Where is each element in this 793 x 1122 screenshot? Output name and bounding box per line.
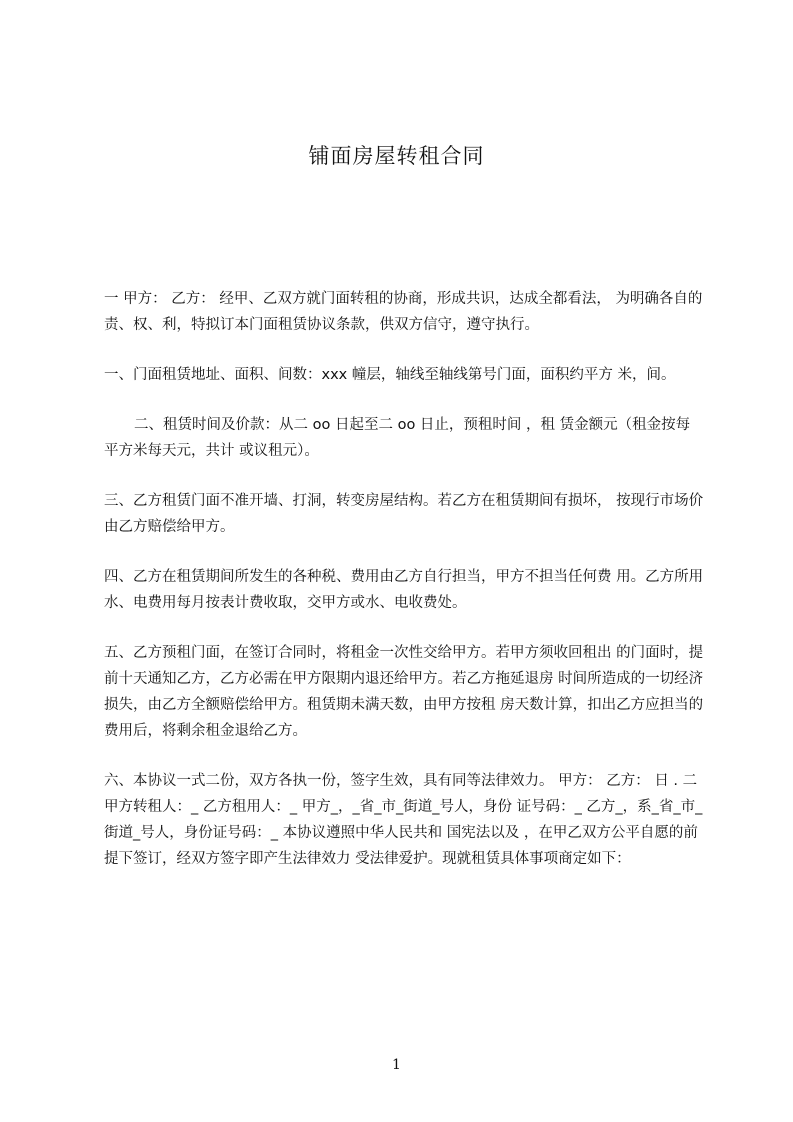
paragraph-clause-2 (104, 412, 704, 464)
paragraph-line: 按现行市场价由乙方赔偿给甲方。 (104, 493, 704, 535)
paragraph-line: 六、本协议一式二份，双方各执一份，签字生效，具有同等法律效力。 甲方： (104, 773, 602, 789)
paragraph-parties (104, 286, 704, 338)
paragraph-line: 五、乙方预租门面，在签订合同时，将租金一次性交给甲方。若甲方须收回租出 (104, 645, 612, 661)
paragraph-line: 赁金额元（租金按每平方米每天元，共计 或议租元）。 (104, 417, 691, 459)
paragraph-line: 时间所造成的一切经济损失，由乙方全额赔偿给甲方。租赁期未满天数，由甲方按租 (104, 671, 704, 713)
paragraph-clause-5 (104, 640, 704, 744)
paragraph-line: 证号码：_ 乙方_，系_省_市_街道_号人，身份证号码：_ 本协议遵照中华人民共和 (104, 799, 703, 841)
paragraph-clause-3 (104, 488, 704, 540)
paragraph-line: 用。乙方所用水、电费用每月按表计费收取，交甲方或水、电收费处。 (104, 569, 704, 611)
paragraph-clause-1 (104, 362, 704, 388)
paragraph-line: 为明确各自的责、权、利，特拟订本门面租赁协议条款，供双方信守，遵守执行。 (104, 291, 703, 333)
paragraph-line: 米，间。 (617, 367, 676, 383)
paragraph-line: 受法律爱护。现就租赁具体事项商定如下： (355, 851, 631, 867)
paragraph-line: 二、租赁时间及价款：从二 oo 日起至二 oo 日止，预租时间 ，租 (134, 417, 556, 433)
page-number: 1 (392, 1057, 401, 1073)
paragraph-line: 三、乙方租赁门面不准开墙、打洞，转变房屋结构。若乙方在租赁期间有损坏， (104, 493, 612, 509)
paragraph-line: 乙方： 日 . 二 甲方转租人：_ 乙方租用人：_ 甲方_，_省_市_街道_号人，身份 (104, 773, 698, 815)
paragraph-line: 房天数计算，扣出乙方应担当的费用后，将剩余租金退给乙方。 (104, 697, 704, 739)
paragraph-clause-4 (104, 564, 704, 616)
paragraph-line: 国宪法以及 ，在甲乙双方公平自愿的前提下签订，经双方签字即产生法律效力 (104, 825, 698, 867)
paragraph-clause-6 (104, 768, 704, 872)
document-body (104, 286, 704, 896)
document-title: 铺面房屋转租合同 (308, 144, 485, 168)
paragraph-line: 一、门面租赁地址、面积、间数：xxx 幢层，轴线至轴线第号门面，面积约平方 (104, 367, 613, 383)
paragraph-line: 的门面时，提前十天通知乙方，乙方必需在甲方限期内退还给甲方。若乙方拖延退房 (104, 645, 704, 687)
paragraph-line: 一 甲方： 乙方： 经甲、乙双方就门面转租的协商，形成共识，达成全都看法， (104, 291, 611, 307)
paragraph-line: 四、乙方在租赁期间所发生的各种税、费用由乙方自行担当，甲方不担当任何费 (104, 569, 612, 585)
